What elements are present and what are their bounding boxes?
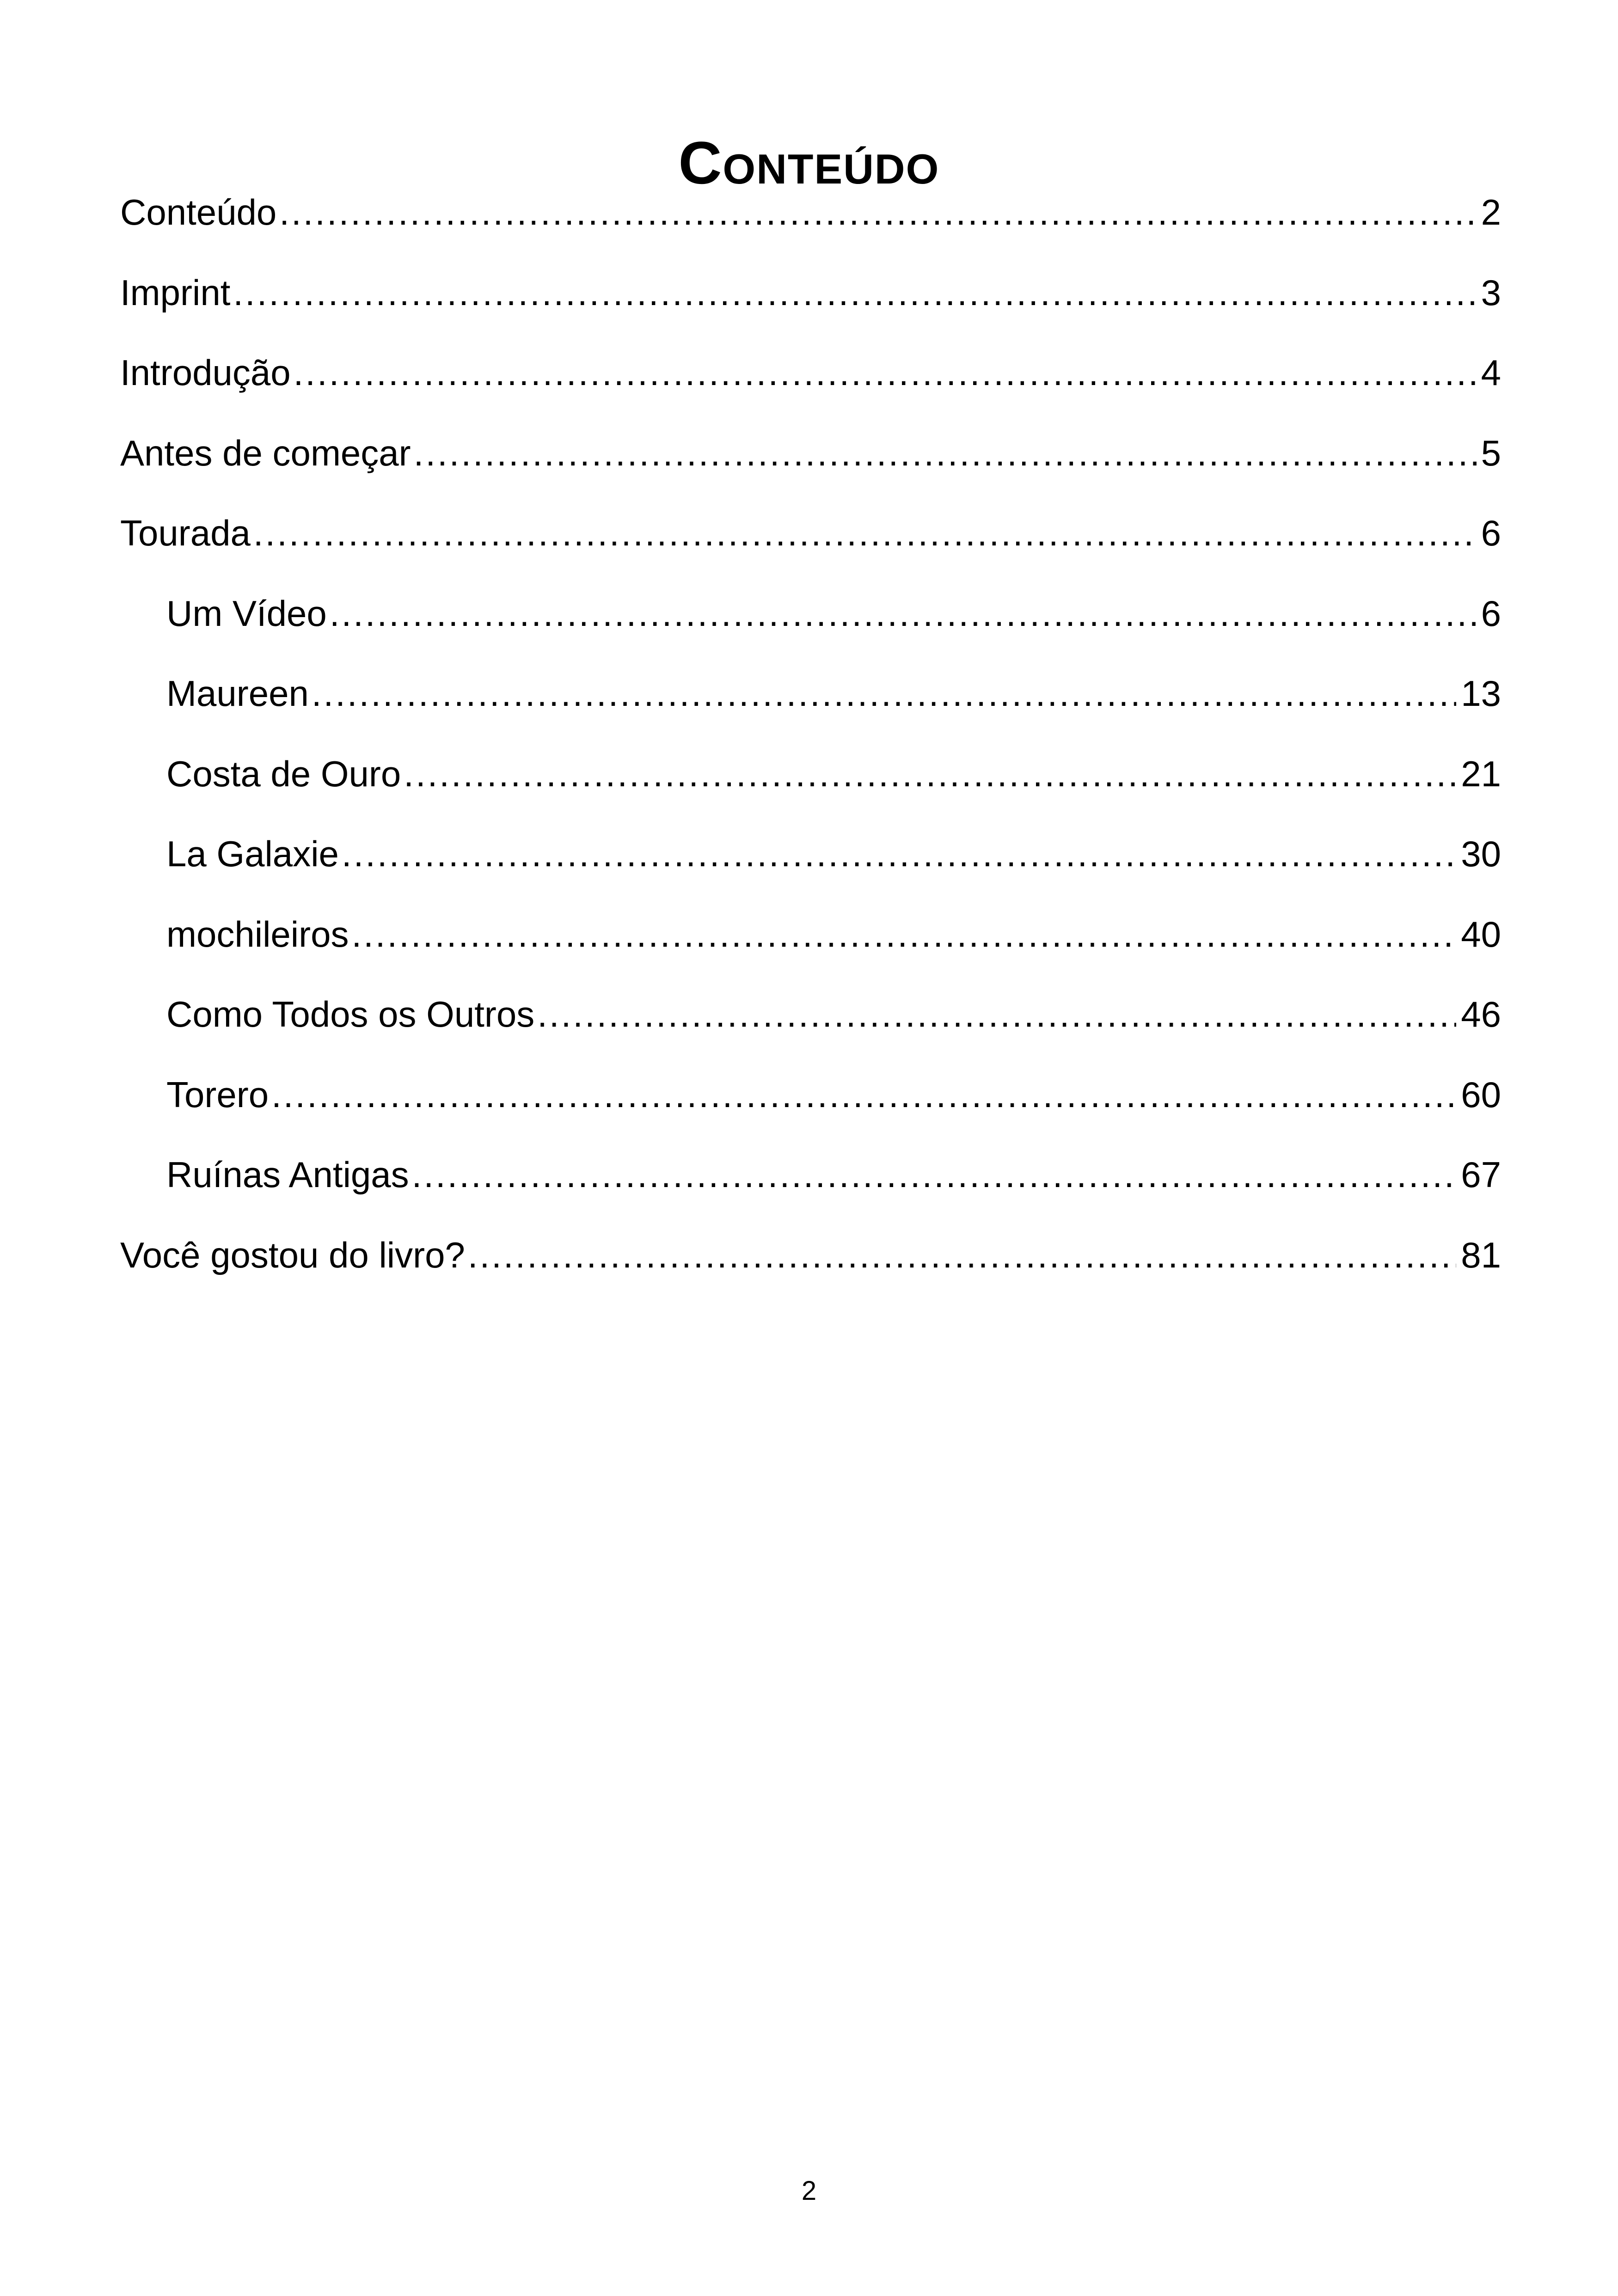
- toc-entry-page: 30: [1461, 833, 1501, 874]
- toc-entry-mochileiros[interactable]: [120, 894, 1501, 975]
- toc-entry-conteudo[interactable]: [120, 172, 1501, 253]
- dot-leader: [412, 1135, 1457, 1215]
- toc-entry-costa-de-ouro[interactable]: [120, 734, 1501, 814]
- toc-entry-page: 46: [1461, 994, 1501, 1035]
- toc-entry-title: Costa de Ouro: [166, 753, 401, 794]
- dot-leader: [312, 654, 1456, 734]
- dot-leader: [342, 814, 1456, 894]
- toc-entry-title: Você gostou do livro?: [120, 1234, 465, 1275]
- dot-leader: [537, 974, 1456, 1055]
- toc-entry-title: Um Vídeo: [166, 593, 327, 634]
- toc-entry-page: 3: [1481, 272, 1501, 313]
- toc-entry-title: mochileiros: [166, 913, 349, 955]
- dot-leader: [253, 493, 1477, 574]
- table-of-contents: [120, 172, 1501, 1295]
- toc-entry-page: 5: [1481, 432, 1501, 473]
- dot-leader: [404, 734, 1456, 814]
- toc-entry-como-todos-os-outros[interactable]: [120, 974, 1501, 1055]
- toc-entry-title: Tourada: [120, 513, 251, 553]
- toc-entry-page: 6: [1481, 513, 1501, 553]
- toc-entry-maureen[interactable]: [120, 654, 1501, 734]
- toc-entry-title: Ruínas Antigas: [166, 1154, 409, 1195]
- toc-entry-la-galaxie[interactable]: [120, 814, 1501, 894]
- toc-entry-page: 4: [1481, 352, 1501, 393]
- toc-entry-title: Maureen: [166, 673, 309, 714]
- page-number: 2: [801, 2176, 817, 2206]
- toc-entry-title: Como Todos os Outros: [166, 994, 535, 1035]
- toc-entry-ruinas-antigas[interactable]: [120, 1135, 1501, 1215]
- toc-entry-title: Conteúdo: [120, 192, 277, 233]
- dot-leader: [233, 253, 1476, 333]
- toc-entry-page: 81: [1461, 1234, 1501, 1275]
- toc-entry-um-video[interactable]: [120, 574, 1501, 654]
- toc-entry-title: Imprint: [120, 272, 231, 313]
- dot-leader: [351, 894, 1456, 975]
- toc-entry-voce-gostou-do-livro[interactable]: [120, 1215, 1501, 1296]
- toc-entry-imprint[interactable]: [120, 253, 1501, 333]
- dot-leader: [330, 574, 1477, 654]
- page-title: Conteúdo: [678, 129, 940, 197]
- dot-leader: [414, 413, 1477, 494]
- toc-entry-page: 13: [1461, 673, 1501, 714]
- toc-entry-page: 60: [1461, 1074, 1501, 1115]
- dot-leader: [468, 1215, 1456, 1296]
- toc-entry-title: Torero: [166, 1074, 269, 1115]
- toc-entry-introducao[interactable]: [120, 333, 1501, 413]
- toc-entry-antes-de-comecar[interactable]: [120, 413, 1501, 494]
- toc-entry-page: 67: [1461, 1154, 1501, 1195]
- toc-entry-page: 2: [1481, 192, 1501, 233]
- toc-entry-page: 40: [1461, 913, 1501, 955]
- toc-entry-tourada[interactable]: [120, 493, 1501, 574]
- toc-entry-title: Antes de começar: [120, 432, 411, 473]
- dot-leader: [271, 1055, 1456, 1135]
- toc-entry-page: 21: [1461, 753, 1501, 794]
- dot-leader: [279, 172, 1476, 253]
- dot-leader: [294, 333, 1477, 413]
- toc-entry-torero[interactable]: [120, 1055, 1501, 1135]
- toc-entry-title: La Galaxie: [166, 833, 339, 874]
- toc-entry-page: 6: [1481, 593, 1501, 634]
- toc-entry-title: Introdução: [120, 352, 291, 393]
